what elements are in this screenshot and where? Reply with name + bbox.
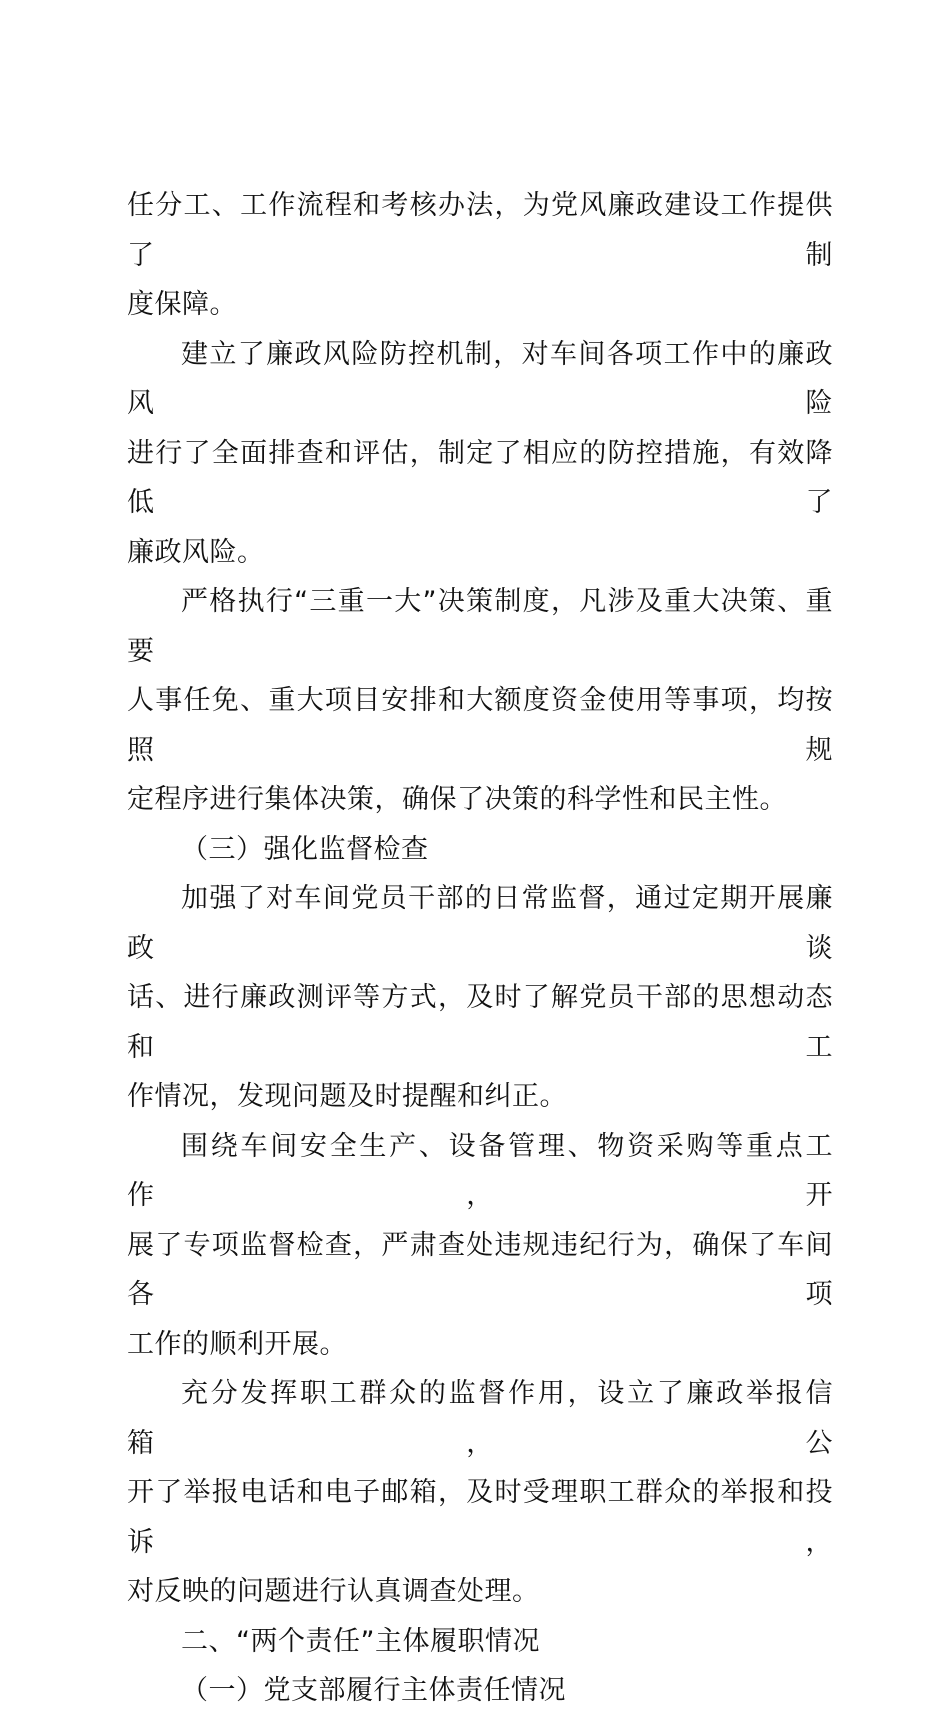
text-line: 任分工、工作流程和考核办法，为党风廉政建设工作提供了制 (127, 190, 833, 271)
section-heading-strengthen-supervision (127, 825, 833, 875)
section-heading-party-branch-responsibility (127, 1666, 833, 1716)
text-line: 严格执行“三重一大”决策制度，凡涉及重大决策、重要 (127, 586, 833, 667)
paragraph-responsibility-continuation (127, 181, 833, 330)
section-heading-two-responsibilities (127, 1617, 833, 1667)
paragraph-risk-control (127, 330, 833, 578)
heading-text: （一）党支部履行主体责任情况 (181, 1675, 566, 1706)
text-line: 廉政风险。 (127, 536, 265, 568)
text-line: 定程序进行集体决策，确保了决策的科学性和民主性。 (127, 784, 787, 815)
paragraph-three-major-one-large (127, 577, 833, 825)
text-line: 开了举报电话和电子邮箱，及时受理职工群众的举报和投诉， (127, 1477, 833, 1558)
text-line: 度保障。 (127, 289, 237, 320)
text-line: 对反映的问题进行认真调查处理。 (127, 1576, 540, 1607)
document-body (127, 181, 833, 1716)
paragraph-public-supervision (127, 1369, 833, 1617)
text-line: 进行了全面排查和评估，制定了相应的防控措施，有效降低了 (127, 437, 833, 518)
text-line: 充分发挥职工群众的监督作用，设立了廉政举报信箱，公 (127, 1378, 833, 1459)
text-line: 话、进行廉政测评等方式，及时了解党员干部的思想动态和工 (127, 982, 833, 1063)
text-line: 围绕车间安全生产、设备管理、物资采购等重点工作，开 (127, 1130, 833, 1211)
text-line: 人事任免、重大项目安排和大额度资金使用等事项，均按照规 (127, 685, 833, 766)
text-line: 作情况，发现问题及时提醒和纠正。 (127, 1081, 567, 1112)
text-line: 建立了廉政风险防控机制，对车间各项工作中的廉政风险 (127, 338, 833, 419)
heading-text: （三）强化监督检查 (181, 833, 429, 865)
text-line: 工作的顺利开展。 (127, 1328, 347, 1360)
text-line: 展了专项监督检查，严肃查处违规违纪行为，确保了车间各项 (127, 1229, 833, 1310)
heading-text: 二、“两个责任”主体履职情况 (181, 1625, 540, 1657)
text-line: 加强了对车间党员干部的日常监督，通过定期开展廉政谈 (127, 883, 833, 964)
paragraph-special-inspection (127, 1122, 833, 1370)
paragraph-daily-supervision (127, 874, 833, 1122)
